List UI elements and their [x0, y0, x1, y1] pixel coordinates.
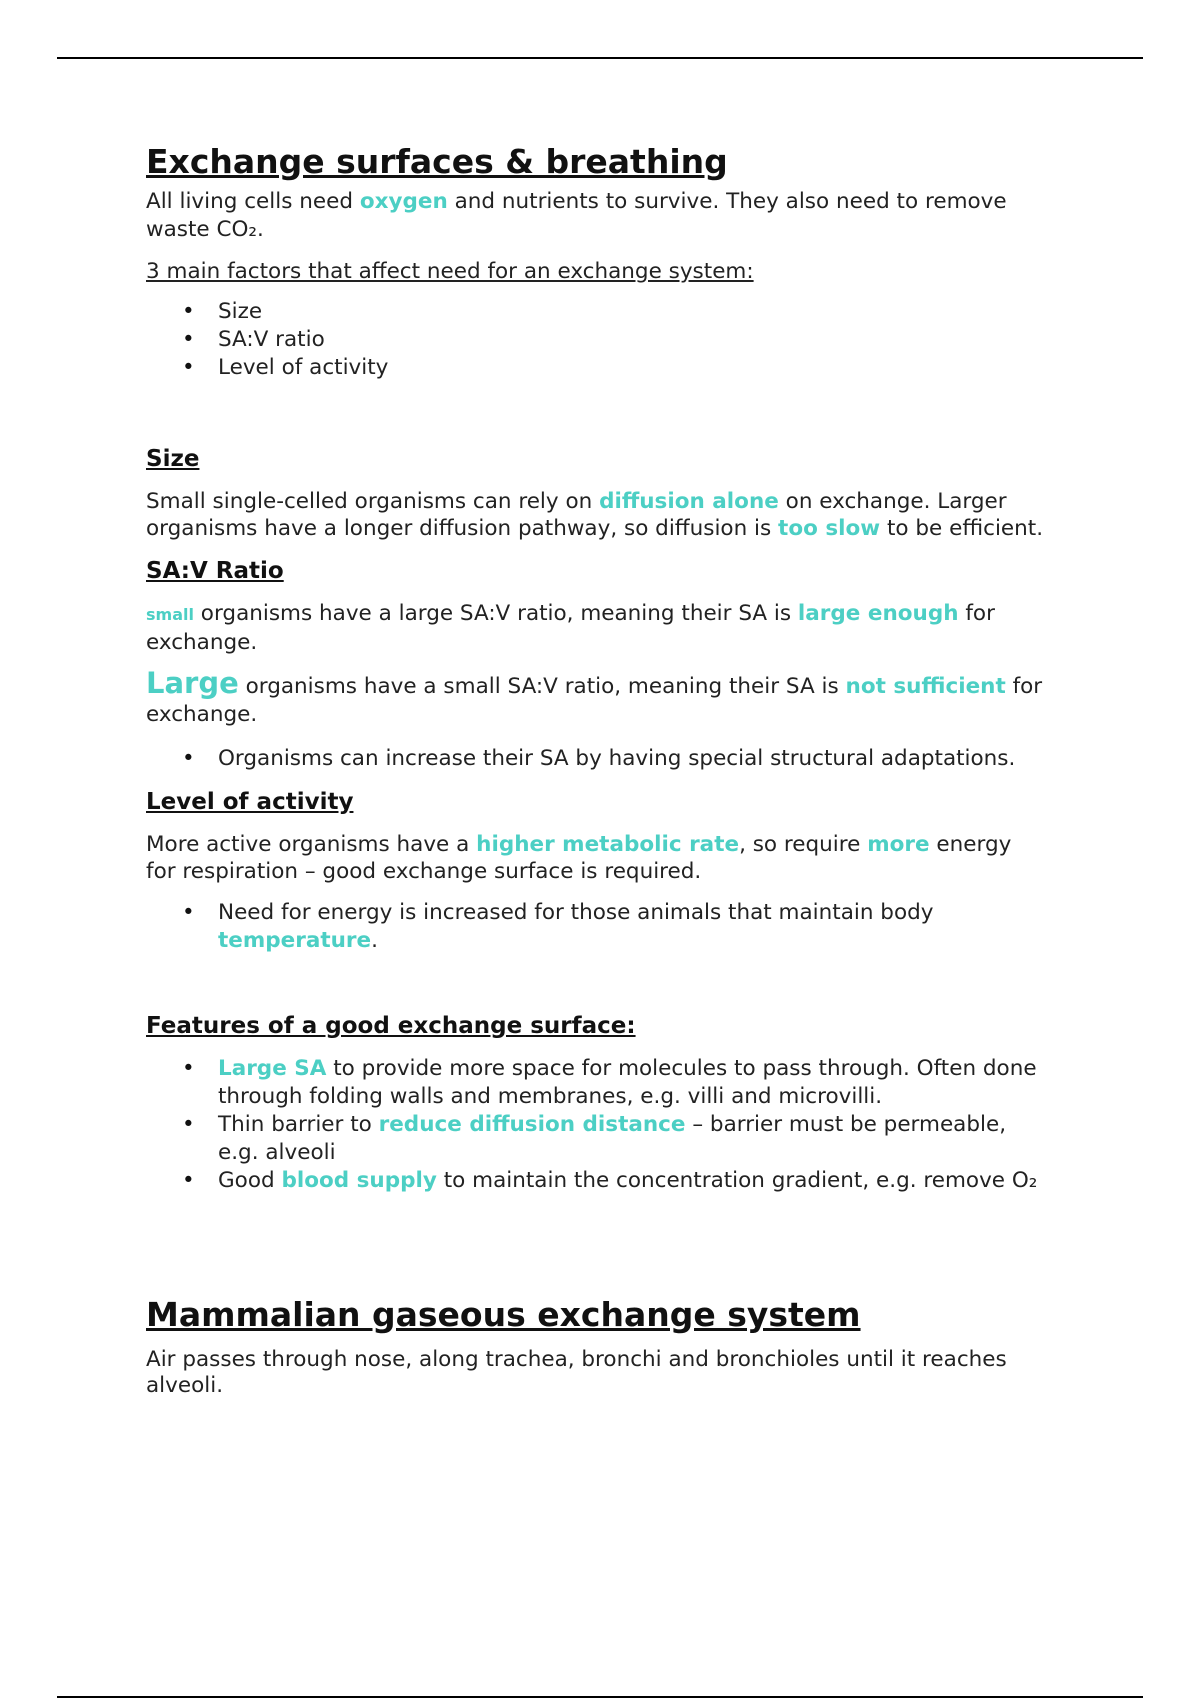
features-heading: Features of a good exchange surface:	[146, 1013, 636, 1039]
sav-paragraph-large: Large organisms have a small SA:V ratio, meaning their SA is not sufficient for exchange.	[146, 666, 1043, 727]
features-list	[146, 1055, 1046, 1195]
highlight-too-slow: too slow	[778, 516, 881, 541]
top-rule	[57, 57, 1143, 59]
factors-heading: 3 main factors that affect need for an exchange system:	[146, 259, 754, 284]
sav-paragraph-small: small organisms have a large SA:V ratio, meaning their SA is large enough for exchange.	[146, 601, 995, 655]
highlight-large-enough: large enough	[797, 601, 959, 626]
list-item: • Thin barrier to reduce diffusion distance – barrier must be permeable, e.g. alveoli	[218, 1111, 1046, 1167]
intro-paragraph: All living cells need oxygen and nutrients to survive. They also need to remove waste CO₂.	[146, 189, 1007, 242]
highlight-higher-metabolic-rate: higher metabolic rate	[476, 832, 740, 857]
highlight-large: Large	[146, 666, 239, 700]
size-paragraph: Small single-celled organisms can rely on diffusion alone on exchange. Larger organisms have a longer diffusion pathway, so diffusion is too slow to be efficient.	[146, 489, 1044, 541]
size-heading: Size	[146, 446, 200, 472]
highlight-blood-supply: blood supply	[281, 1168, 437, 1193]
sav-list	[146, 745, 1046, 773]
page-title: Exchange surfaces & breathing	[146, 142, 728, 181]
highlight-diffusion-alone: diffusion alone	[599, 489, 779, 514]
factors-list	[146, 298, 1046, 382]
highlight-large-sa: Large SA	[218, 1056, 327, 1081]
highlight-not-sufficient: not sufficient	[845, 674, 1006, 699]
list-item: • SA:V ratio	[218, 326, 1046, 354]
highlight-temperature: temperature	[218, 928, 372, 953]
highlight-more: more	[867, 832, 930, 857]
activity-paragraph: More active organisms have a higher metabolic rate, so require more energy for respiration – good exchange surface is required.	[146, 832, 1012, 884]
highlight-oxygen: oxygen	[359, 189, 448, 214]
highlight-reduce-diffusion-distance: reduce diffusion distance	[378, 1112, 686, 1137]
bottom-rule	[57, 1696, 1143, 1698]
document-body	[146, 142, 1046, 1399]
list-item: • Size	[218, 298, 1046, 326]
activity-heading: Level of activity	[146, 789, 354, 815]
section-title-mammalian: Mammalian gaseous exchange system	[146, 1295, 861, 1334]
list-item: • Level of activity	[218, 354, 1046, 382]
sav-heading: SA:V Ratio	[146, 558, 284, 584]
list-item: • Organisms can increase their SA by having special structural adaptations.	[218, 745, 1046, 773]
highlight-small: small	[146, 605, 194, 624]
list-item: • Good blood supply to maintain the concentration gradient, e.g. remove O₂	[218, 1167, 1046, 1195]
mammalian-intro: Air passes through nose, along trachea, bronchi and bronchioles until it reaches alveoli.	[146, 1347, 1007, 1398]
list-item: • Large SA to provide more space for molecules to pass through. Often done through folding walls and membranes, e.g. villi and microvilli.	[218, 1055, 1046, 1111]
list-item: • Need for energy is increased for those animals that maintain body temperature.	[218, 899, 1046, 955]
activity-list	[146, 899, 1046, 955]
